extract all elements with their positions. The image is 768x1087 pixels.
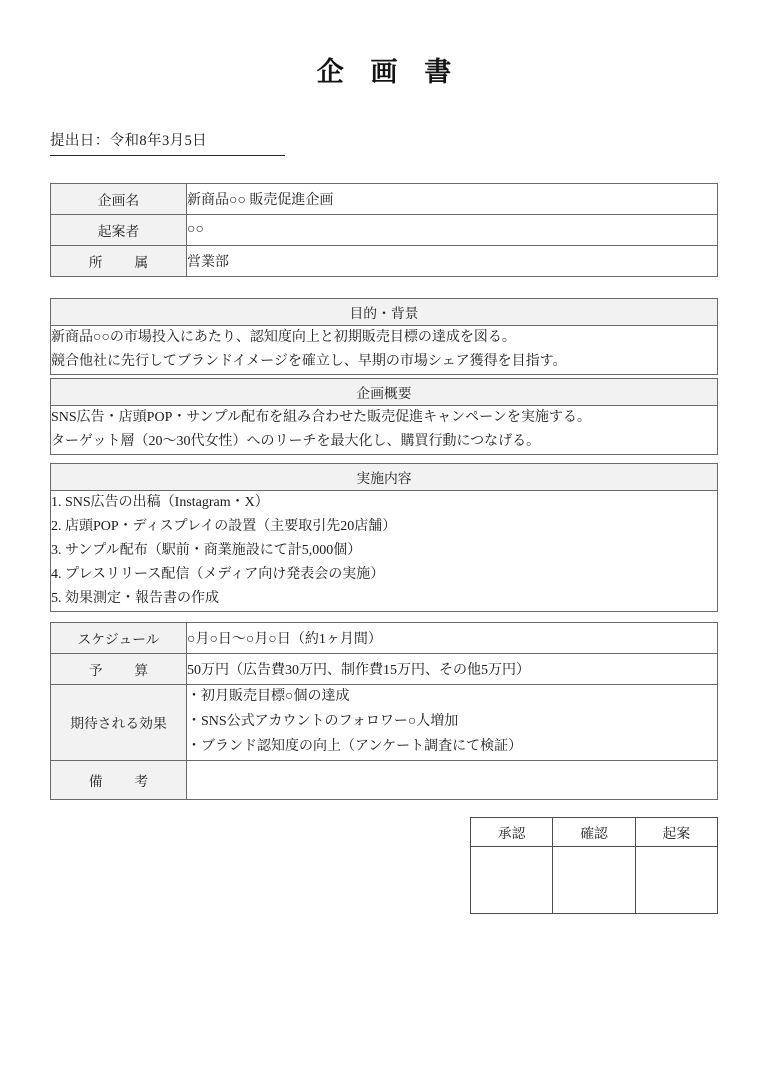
info-label-drafter: 起案者: [51, 215, 187, 246]
info-label-project-name: 企画名: [51, 184, 187, 215]
page-title: 企 画 書: [316, 57, 462, 87]
project-detail-table: [50, 622, 718, 800]
submission-date: 提出日：令和8年3月5日: [50, 129, 285, 156]
stamp-cell-approval[interactable]: [471, 847, 553, 914]
stamp-header-confirmation: 確認: [553, 818, 635, 847]
implementation-list: [51, 491, 717, 611]
table-row: [51, 623, 718, 654]
list-item: 5. 効果測定・報告書の作成: [51, 591, 219, 607]
detail-value-schedule: ○月○日〜○月○日（約1ヶ月間）: [187, 623, 718, 654]
list-item: 1. SNS広告の出稿（Instagram・X）: [51, 495, 269, 510]
project-info-table: [50, 183, 718, 277]
detail-label-effects: 期待される効果: [51, 685, 187, 761]
stamp-header-approval: 承認: [471, 818, 553, 847]
list-item: 3. サンプル配布（駅前・商業施設にて計5,000個）: [51, 543, 362, 559]
approval-stamp-box: [470, 817, 718, 914]
section-heading-actions: 実施内容: [51, 464, 718, 491]
section-line: ターゲット層（20〜30代女性）へのリーチを最大化し、購買行動につなげる。: [51, 434, 541, 450]
list-item: ・ブランド認知度の向上（アンケート調査にて検証）: [187, 738, 523, 754]
detail-label-budget: 予 算: [51, 654, 187, 685]
table-row: [51, 760, 718, 799]
table-row: [51, 685, 718, 761]
section-body-row: [51, 491, 718, 612]
section-heading-purpose: 目的・背景: [51, 299, 718, 326]
section-body-row: [51, 406, 718, 455]
table-row: [51, 654, 718, 685]
section-body-overview: [51, 406, 718, 455]
detail-label-remarks: 備 考: [51, 760, 187, 799]
section-header-row: [51, 464, 718, 491]
table-row: [51, 184, 718, 215]
stamp-cell-drafting[interactable]: [635, 847, 717, 914]
table-row: [51, 246, 718, 277]
section-body-actions: [51, 491, 718, 612]
list-item: ・SNS公式アカウントのフォロワー○人増加: [187, 713, 459, 729]
info-label-department: 所 属: [51, 246, 187, 277]
detail-value-effects: [187, 685, 718, 761]
detail-label-schedule: スケジュール: [51, 623, 187, 654]
list-item: 2. 店頭POP・ディスプレイの設置（主要取引先20店舗）: [51, 519, 397, 535]
stamp-header-row: [471, 818, 718, 847]
section-implementation-details: [50, 463, 718, 612]
section-line: 競合他社に先行してブランドイメージを確立し、早期の市場シェア獲得を目指す。: [51, 354, 567, 370]
info-value-project-name: 新商品○○ 販売促進企画: [187, 184, 718, 215]
section-line: SNS広告・店頭POP・サンプル配布を組み合わせた販売促進キャンペーンを実施する。: [51, 410, 591, 425]
stamp-cell-confirmation[interactable]: [553, 847, 635, 914]
section-body-row: [51, 326, 718, 375]
stamp-header-drafting: 起案: [635, 818, 717, 847]
detail-value-remarks: [187, 760, 718, 799]
section-line: 新商品○○の市場投入にあたり、認知度向上と初期販売目標の達成を図る。: [51, 330, 516, 345]
info-value-drafter: ○○: [187, 215, 718, 246]
list-item: 4. プレスリリース配信（メディア向け発表会の実施）: [51, 567, 385, 583]
section-heading-overview: 企画概要: [51, 379, 718, 406]
detail-value-budget: 50万円（広告費30万円、制作費15万円、その他5万円）: [187, 654, 718, 685]
info-value-department: 営業部: [187, 246, 718, 277]
stamp-cell-row: [471, 847, 718, 914]
section-header-row: [51, 299, 718, 326]
section-purpose-background: [50, 298, 718, 375]
section-body-purpose: [51, 326, 718, 375]
table-row: [51, 215, 718, 246]
section-header-row: [51, 379, 718, 406]
section-project-overview: [50, 378, 718, 455]
list-item: ・初月販売目標○個の達成: [187, 689, 350, 704]
